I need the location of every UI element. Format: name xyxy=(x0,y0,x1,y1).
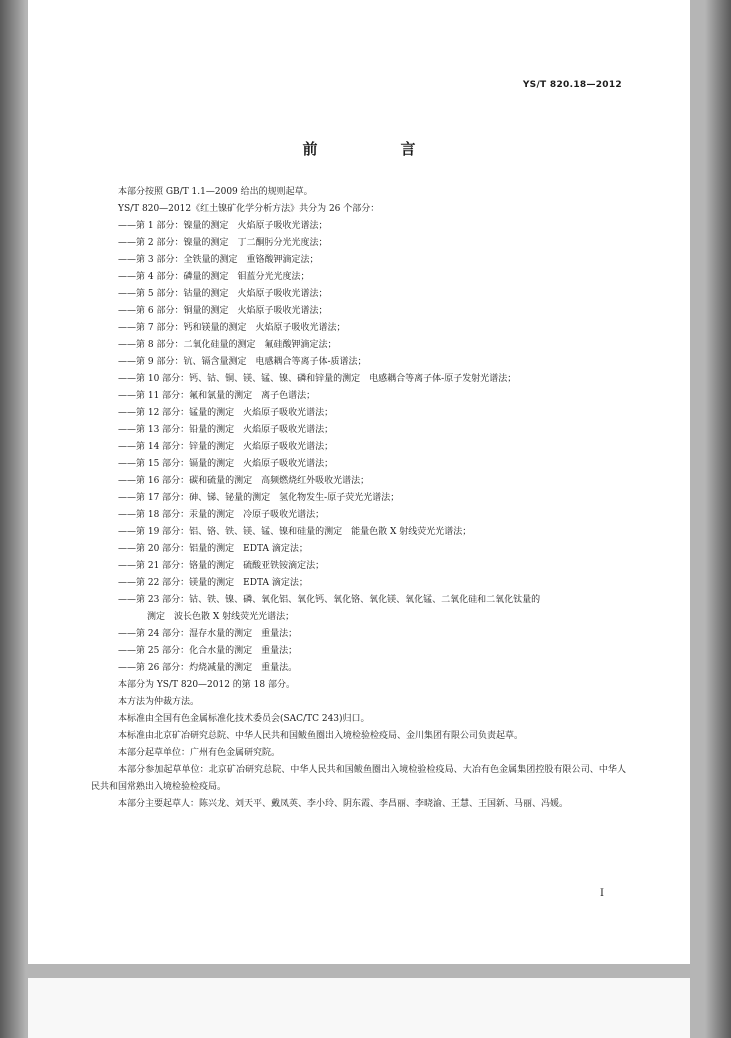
part-item: ——第 10 部分：钙、钴、铜、镁、锰、镍、磷和锌量的测定 电感耦合等离子体-原子发射光谱法； xyxy=(118,374,517,384)
part-item: ——第 6 部分：铜量的测定 火焰原子吸收光谱法； xyxy=(118,306,328,316)
part-item: ——第 9 部分：钪、镉含量测定 电感耦合等离子体-质谱法； xyxy=(118,357,367,367)
standard-code: YS/T 820.18—2012 xyxy=(522,80,622,90)
closing-paragraph: 本部分起草单位：广州有色金属研究院。 xyxy=(118,748,281,758)
page-number: I xyxy=(600,888,604,899)
document-page xyxy=(28,0,690,964)
part-item: ——第 5 部分：钴量的测定 火焰原子吸收光谱法； xyxy=(118,289,328,299)
page-title: 前 言 xyxy=(302,140,450,158)
part-item: ——第 3 部分：全铁量的测定 重铬酸钾滴定法； xyxy=(118,255,319,265)
part-item: ——第 11 部分：氟和氯量的测定 离子色谱法； xyxy=(118,391,316,401)
part-item: ——第 25 部分：化合水量的测定 重量法； xyxy=(118,646,298,656)
part-item: ——第 8 部分：二氧化硅量的测定 氟硅酸钾滴定法； xyxy=(118,340,337,350)
part-item: ——第 2 部分：镍量的测定 丁二酮肟分光光度法； xyxy=(118,238,328,248)
closing-paragraph: 本标准由全国有色金属标准化技术委员会(SAC/TC 243)归口。 xyxy=(118,714,370,724)
closing-paragraph: 本方法为仲裁方法。 xyxy=(118,697,200,707)
part-item: ——第 22 部分：镁量的测定 EDTA 滴定法； xyxy=(118,578,308,588)
part-item: ——第 21 部分：铬量的测定 硫酸亚铁铵滴定法； xyxy=(118,561,325,571)
part-item: ——第 13 部分：铅量的测定 火焰原子吸收光谱法； xyxy=(118,425,334,435)
part-item: ——第 24 部分：湿存水量的测定 重量法； xyxy=(118,629,298,639)
intro-line: YS/T 820—2012《红土镍矿化学分析方法》共分为 26 个部分： xyxy=(118,204,380,214)
closing-paragraph: 本部分为 YS/T 820—2012 的第 18 部分。 xyxy=(118,680,295,690)
closing-paragraph: 本标准由北京矿冶研究总院、中华人民共和国鲅鱼圈出入境检验检疫局、金川集团有限公司负责起草。 xyxy=(118,731,524,741)
part-item: ——第 16 部分：碳和硫量的测定 高频燃烧红外吸收光谱法； xyxy=(118,476,370,486)
next-page xyxy=(28,978,690,1038)
part-item: ——第 15 部分：镉量的测定 火焰原子吸收光谱法； xyxy=(118,459,334,469)
preface-body xyxy=(91,184,626,813)
part-item: ——第 14 部分：锌量的测定 火焰原子吸收光谱法； xyxy=(118,442,334,452)
part-item: ——第 17 部分：砷、锑、铋量的测定 氢化物发生-原子荧光光谱法； xyxy=(118,493,400,503)
part-item: ——第 23 部分：钴、铁、镍、磷、氧化铝、氧化钙、氧化铬、氧化镁、氧化锰、二氧化硅和二氧化钛量的 xyxy=(118,595,541,605)
closing-paragraph: 本部分主要起草人：陈兴龙、刘天平、戴凤英、李小玲、阴东霞、李昌丽、李晓渝、王慧、王国新、马丽、冯媛。 xyxy=(118,799,569,809)
closing-paragraph: 本部分参加起草单位：北京矿冶研究总院、中华人民共和国鲅鱼圈出入境检验检疫局、大冶有色金属集团控股有限公司、中华人民共和国常熟出入境检验检疫局。 xyxy=(91,765,626,792)
part-item-continuation: 测定 波长色散 X 射线荧光光谱法； xyxy=(147,612,295,622)
part-item: ——第 19 部分：铝、铬、铁、镁、锰、镍和硅量的测定 能量色散 X 射线荧光光谱法； xyxy=(118,527,472,537)
part-item: ——第 1 部分：镍量的测定 火焰原子吸收光谱法； xyxy=(118,221,328,231)
part-item: ——第 12 部分：锰量的测定 火焰原子吸收光谱法； xyxy=(118,408,334,418)
part-item: ——第 4 部分：磷量的测定 钼蓝分光光度法； xyxy=(118,272,310,282)
part-item: ——第 26 部分：灼烧减量的测定 重量法。 xyxy=(118,663,298,673)
part-item: ——第 7 部分：钙和镁量的测定 火焰原子吸收光谱法； xyxy=(118,323,346,333)
part-item: ——第 20 部分：铝量的测定 EDTA 滴定法； xyxy=(118,544,308,554)
part-item: ——第 18 部分：汞量的测定 冷原子吸收光谱法； xyxy=(118,510,325,520)
intro-line: 本部分按照 GB/T 1.1—2009 给出的规则起草。 xyxy=(118,187,313,197)
